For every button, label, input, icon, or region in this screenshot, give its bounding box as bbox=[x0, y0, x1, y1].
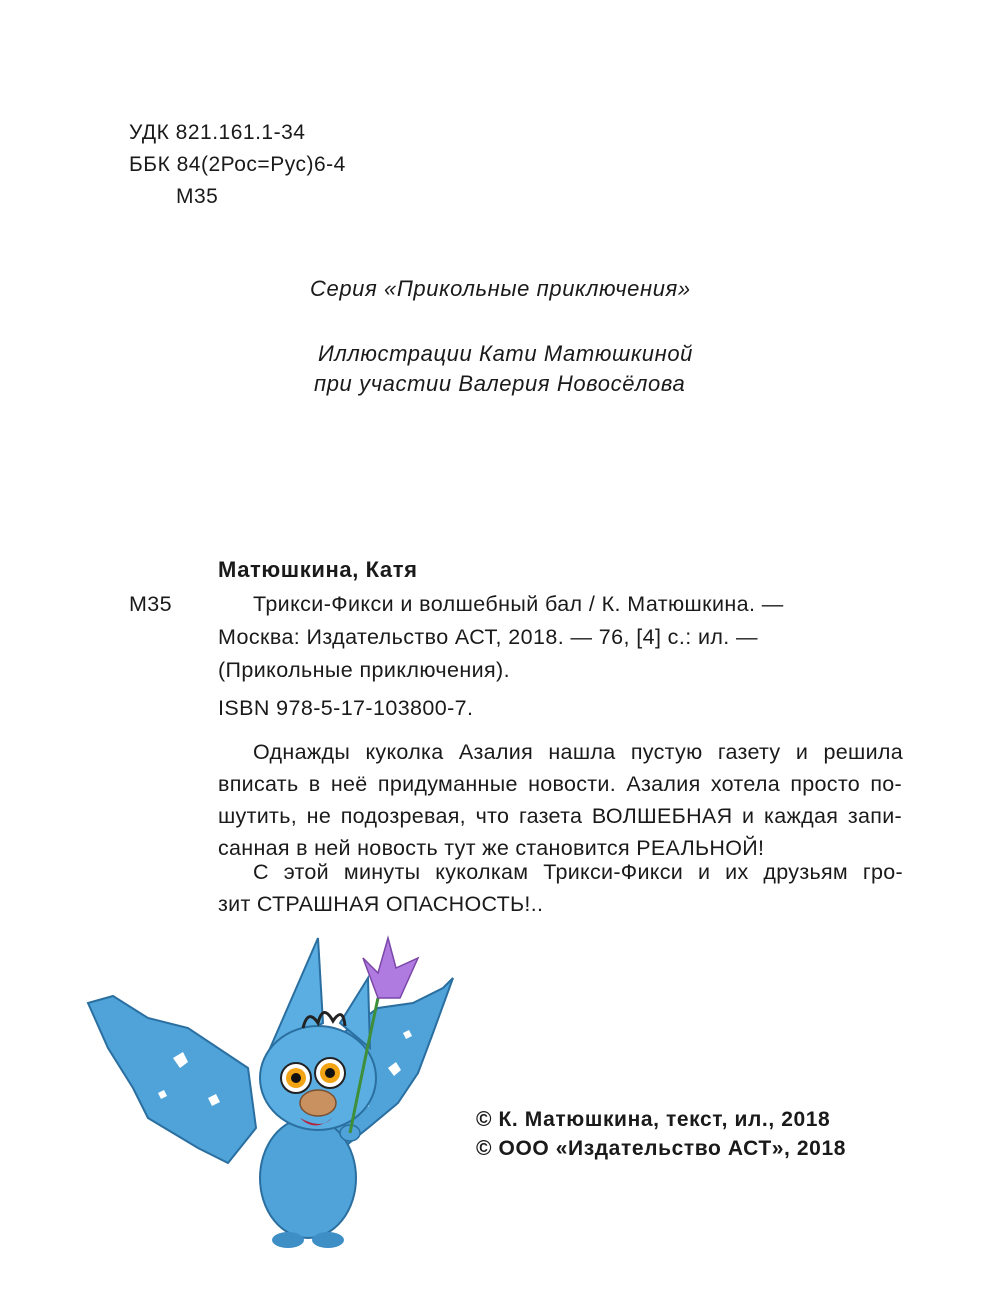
udk-line: УДК 821.161.1-34 bbox=[129, 121, 306, 144]
bat-nose bbox=[300, 1090, 336, 1116]
author-sign: М35 bbox=[176, 185, 219, 208]
illustrator-line: Иллюстрации Кати Матюшкиной bbox=[318, 341, 694, 366]
author-heading: Матюшкина, Катя bbox=[218, 557, 418, 582]
annotation-line-4: санная в ней новость тут же становится РЕАЛЬНОЙ! bbox=[218, 836, 765, 860]
series-title: Серия «Прикольные приключения» bbox=[310, 276, 691, 301]
bbk-line: ББК 84(2Рос=Рус)6-4 bbox=[129, 153, 346, 176]
annotation-line-6: зит СТРАШНАЯ ОПАСНОСТЬ!.. bbox=[218, 892, 544, 916]
flower-icon bbox=[363, 938, 418, 998]
contributor-line: при участии Валерия Новосёлова bbox=[314, 371, 686, 396]
bat-left-wing bbox=[88, 996, 256, 1163]
biblio-line-3: (Прикольные приключения). bbox=[218, 658, 510, 682]
biblio-line-1: Трикси-Фикси и волшебный бал / К. Матюшкина. — bbox=[253, 592, 784, 616]
isbn: ISBN 978-5-17-103800-7. bbox=[218, 696, 474, 720]
copyright-author: © К. Матюшкина, текст, ил., 2018 bbox=[476, 1108, 831, 1131]
biblio-line-2: Москва: Издательство АСТ, 2018. — 76, [4] с.: ил. — bbox=[218, 625, 758, 649]
bat-illustration bbox=[78, 928, 463, 1258]
annotation-line-3: шутить, не подозревая, что газета ВОЛШЕБНАЯ и каждая запи- bbox=[218, 804, 902, 828]
annotation-line-1: Однажды куколка Азалия нашла пустую газету и решила bbox=[253, 740, 903, 764]
annotation-line-5: С этой минуты куколкам Трикси-Фикси и их друзьям гро- bbox=[253, 860, 903, 884]
copyright-publisher: © ООО «Издательство АСТ», 2018 bbox=[476, 1137, 847, 1160]
annotation-line-2: вписать в неё придуманные новости. Азалия хотела просто по- bbox=[218, 772, 902, 796]
catalog-code: М35 bbox=[129, 592, 173, 616]
